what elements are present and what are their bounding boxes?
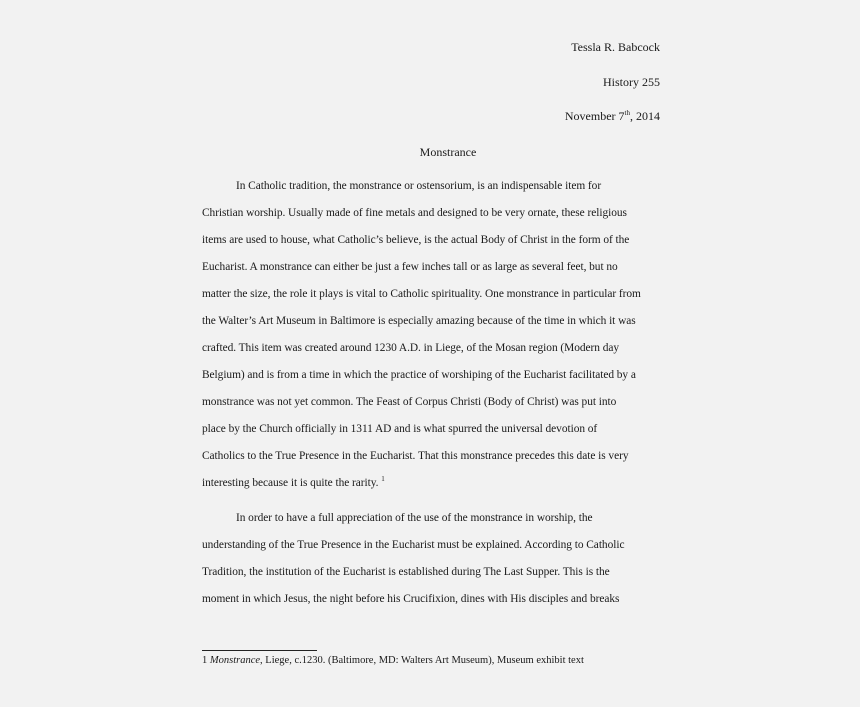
- date-year: , 2014: [630, 109, 660, 123]
- date-suffix-sup: th: [624, 109, 630, 117]
- paragraph-line-last: [202, 476, 385, 490]
- paragraph-line: monstrance was not yet common. The Feast of Corpus Christi (Body of Christ) was put into: [202, 396, 617, 408]
- paragraph-line: understanding of the True Presence in the Eucharist must be explained. According to Catholic: [202, 539, 625, 551]
- footnote-reference: 1: [381, 475, 385, 484]
- paragraph-line: matter the size, the role it plays is vital to Catholic spirituality. One monstrance in particular from: [202, 288, 641, 300]
- paragraph-line: Catholics to the True Presence in the Eucharist. That this monstrance precedes this date is very: [202, 450, 629, 462]
- paragraph-line: Christian worship. Usually made of fine metals and designed to be very ornate, these religious: [202, 207, 627, 219]
- paragraph-line: Eucharist. A monstrance can either be just a few inches tall or as large as several feet, but no: [202, 261, 618, 273]
- paragraph-line: the Walter’s Art Museum in Baltimore is especially amazing because of the time in which it was: [202, 315, 636, 327]
- paragraph-line: In order to have a full appreciation of the use of the monstrance in worship, the: [236, 512, 593, 524]
- course-name: History 255: [603, 75, 660, 89]
- footnote-number: 1: [202, 655, 208, 666]
- document-title: Monstrance: [419, 145, 477, 159]
- paragraph-line: items are used to house, what Catholic’s believe, is the actual Body of Christ in the form of the: [202, 234, 630, 246]
- paragraph-line: moment in which Jesus, the night before his Crucifixion, dines with His disciples and breaks: [202, 593, 620, 605]
- date-prefix: November 7: [564, 109, 625, 123]
- paragraph-line: place by the Church officially in 1311 AD and is what spurred the universal devotion of: [202, 423, 598, 435]
- paragraph-line: Belgium) and is from a time in which the practice of worshiping of the Eucharist facilitated by a: [202, 369, 636, 381]
- paragraph-line: crafted. This item was created around 1230 A.D. in Liege, of the Mosan region (Modern day: [202, 342, 619, 354]
- footnote-divider: [202, 650, 317, 651]
- paragraph-line: Tradition, the institution of the Eucharist is established during The Last Supper. This is the: [202, 566, 610, 578]
- footnote-title: Monstrance: [209, 655, 261, 666]
- author-name: Tessla R. Babcock: [571, 40, 660, 54]
- footnote-text: , Liege, c.1230. (Baltimore, MD: Walters Art Museum), Museum exhibit text: [260, 655, 584, 666]
- footnote: [202, 654, 584, 667]
- paragraph-line-text: interesting because it is quite the rarity.: [202, 477, 379, 489]
- paragraph-line: In Catholic tradition, the monstrance or ostensorium, is an indispensable item for: [236, 180, 602, 192]
- date-line: [565, 109, 660, 123]
